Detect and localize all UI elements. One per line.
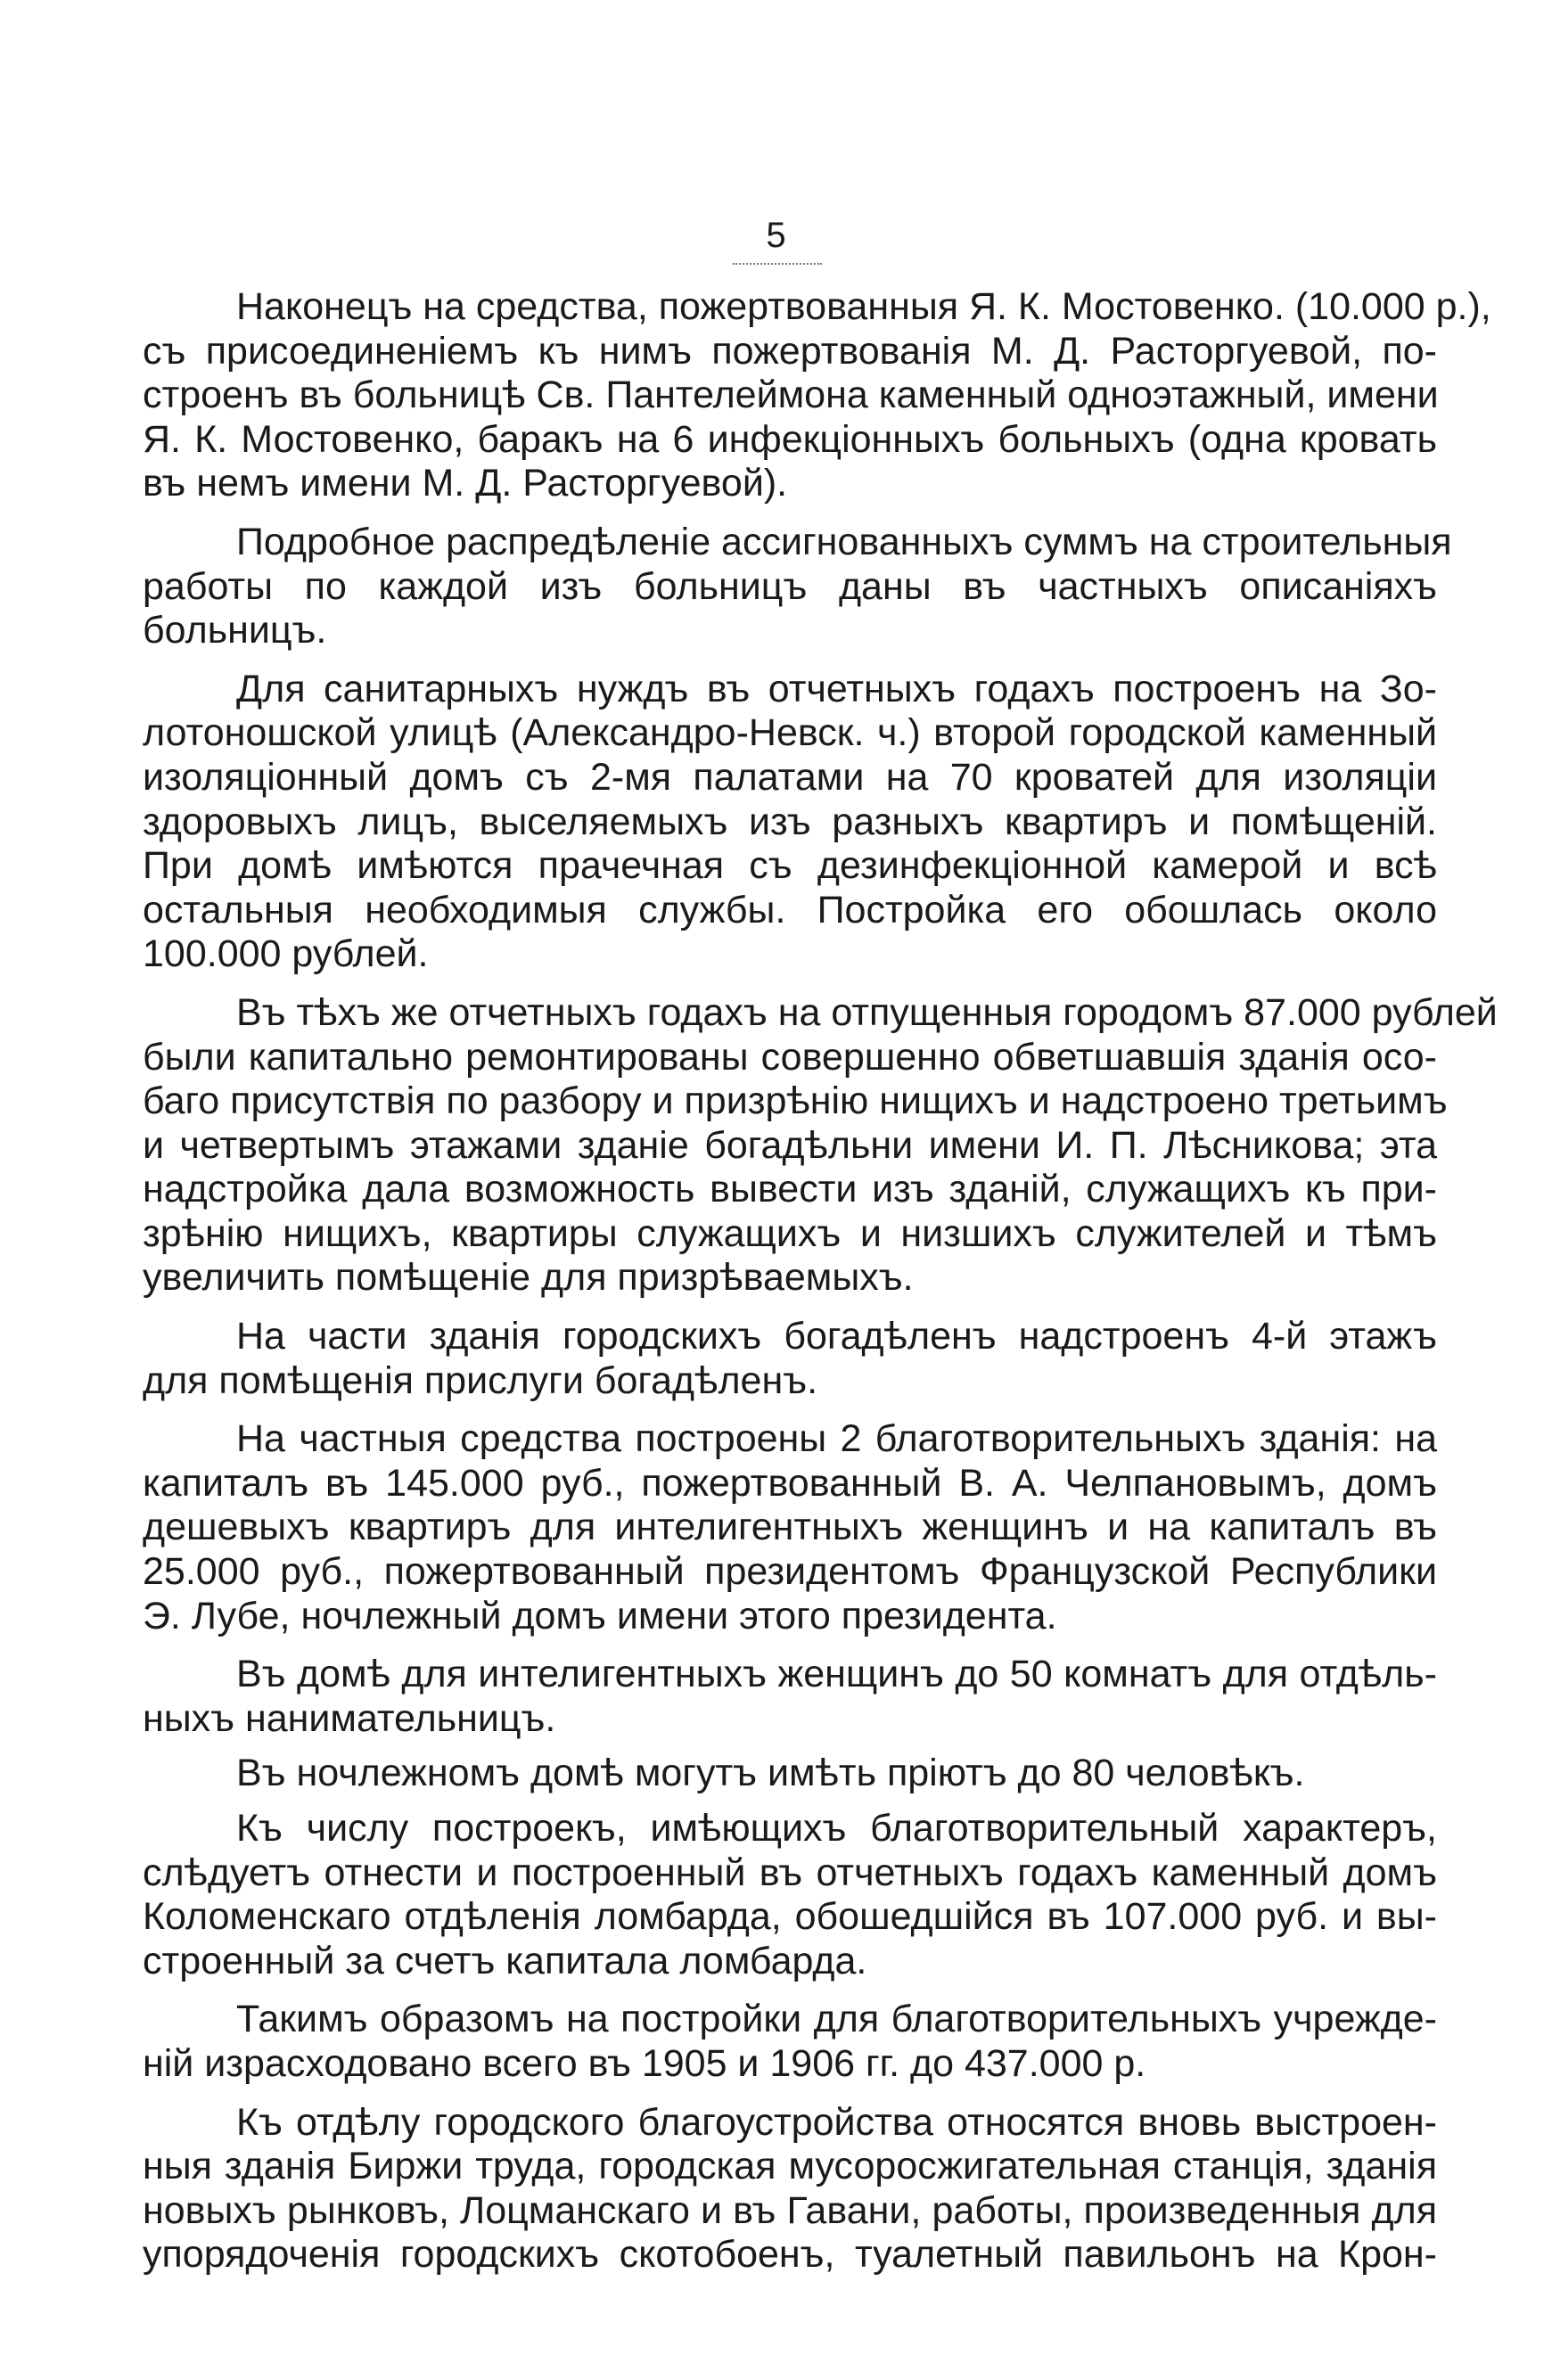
text-line: 25.000 руб., пожертвованный президентомъ Французской Республики — [143, 1550, 1437, 1594]
paragraph — [143, 1752, 1437, 1796]
text-line: строенный за счетъ капитала ломбарда. — [143, 1939, 867, 1982]
text-line: При домѣ имѣются прачечная съ дезинфекціонной камерой и всѣ — [143, 844, 1437, 888]
text-line: ныя зданія Биржи труда, городская мусоросжигательная станція, зданія — [143, 2145, 1437, 2188]
text-line: На части зданія городскихъ богадѣленъ надстроенъ 4-й этажъ — [236, 1315, 1437, 1358]
text-line: упорядоченія городскихъ скотобоенъ, туалетный павильонъ на Крон- — [143, 2233, 1437, 2277]
text-line: Въ тѣхъ же отчетныхъ годахъ на отпущенныя городомъ 87.000 рублей — [236, 990, 1498, 1034]
paragraph — [143, 1807, 1437, 1983]
text-line: Подробное распредѣленіе ассигнованныхъ суммъ на строительныя — [236, 520, 1452, 563]
text-line: Я. К. Мостовенко, баракъ на 6 инфекціонныхъ больныхъ (одна кровать — [143, 417, 1437, 461]
text-line: съ присоединеніемъ къ нимъ пожертвованія М. Д. Расторгуевой, по- — [143, 329, 1437, 373]
text-line: надстройка дала возможность вывести изъ зданій, служащихъ къ при- — [143, 1168, 1437, 1211]
text-line: Въ ночлежномъ домѣ могутъ имѣть пріютъ до 80 человѣкъ. — [236, 1752, 1305, 1795]
paragraph — [143, 2101, 1437, 2277]
text-line: Такимъ образомъ на постройки для благотворительныхъ учрежде- — [236, 1998, 1437, 2041]
text-line: На частныя средства построены 2 благотворительныхъ зданія: на — [236, 1417, 1437, 1461]
text-line: для помѣщенія прислуги богадѣленъ. — [143, 1358, 818, 1402]
page-number-rule — [733, 263, 822, 265]
text-line: Коломенскаго отдѣленія ломбарда, обошедшійся въ 107.000 руб. и вы- — [143, 1895, 1437, 1939]
page-number: 5 — [766, 216, 786, 255]
text-line: капиталъ въ 145.000 руб., пожертвованный В. А. Челпановымъ, домъ — [143, 1461, 1437, 1505]
paragraph — [143, 1998, 1437, 2086]
text-line: Къ отдѣлу городского благоустройства относятся вновь выстроен- — [236, 2100, 1437, 2144]
text-line: баго присутствія по разбору и призрѣнію нищихъ и надстроено третьимъ — [143, 1079, 1448, 1123]
paragraph — [143, 990, 1498, 1301]
text-line: Наконецъ на средства, пожертвованныя Я. К. Мостовенко. (10.000 р.), — [236, 285, 1491, 328]
text-line: ныхъ нанимательницъ. — [143, 1696, 556, 1740]
paragraph — [143, 1417, 1437, 1638]
text-line: Для санитарныхъ нуждъ въ отчетныхъ годахъ построенъ на Зо- — [236, 667, 1437, 710]
text-line: зрѣнію нищихъ, квартиры служащихъ и низшихъ служителей и тѣмъ — [143, 1211, 1437, 1255]
paragraph — [143, 285, 1491, 506]
body-text — [143, 285, 1498, 2277]
text-line: Въ домѣ для интелигентныхъ женщинъ до 50 комнатъ для отдѣль- — [236, 1653, 1437, 1696]
text-line: и четвертымъ этажами зданіе богадѣльни имени И. П. Лѣсникова; эта — [143, 1123, 1437, 1167]
text-line: лотоношской улицѣ (Александро-Невск. ч.) второй городской каменный — [143, 711, 1437, 755]
text-line: увеличить помѣщеніе для призрѣваемыхъ. — [143, 1256, 914, 1300]
text-line: строенъ въ больницѣ Св. Пантелеймона каменный одноэтажный, имени — [143, 373, 1439, 417]
text-line: ній израсходовано всего въ 1905 и 1906 гг. до 437.000 р. — [143, 2041, 1146, 2085]
text-line: остальныя необходимыя службы. Постройка его обошлась около — [143, 888, 1437, 931]
text-line: въ немъ имени М. Д. Расторгуевой). — [143, 462, 788, 505]
text-line: Э. Лубе, ночлежный домъ имени этого президента. — [143, 1594, 1057, 1637]
text-line: были капитально ремонтированы совершенно обветшавшія зданія осо- — [143, 1035, 1437, 1079]
text-line: 100.000 рублей. — [143, 932, 429, 976]
text-line: изоляціонный домъ съ 2-мя палатами на 70 кроватей для изоляціи — [143, 755, 1437, 799]
paragraph — [143, 1653, 1437, 1741]
text-line: здоровыхъ лицъ, выселяемыхъ изъ разныхъ квартиръ и помѣщеній. — [143, 800, 1437, 843]
paragraph — [143, 668, 1437, 977]
text-line: Къ числу построекъ, имѣющихъ благотворительный характеръ, — [236, 1807, 1437, 1850]
paragraph — [143, 1315, 1437, 1403]
paragraph — [143, 520, 1452, 653]
text-line: дешевыхъ квартиръ для интелигентныхъ женщинъ и на капиталъ въ — [143, 1506, 1437, 1549]
text-line: работы по каждой изъ больницъ даны въ частныхъ описаніяхъ — [143, 564, 1437, 608]
text-line: больницъ. — [143, 609, 327, 652]
text-line: новыхъ рынковъ, Лоцманскаго и въ Гавани, работы, произведенныя для — [143, 2188, 1437, 2232]
text-line: слѣдуетъ отнести и построенный въ отчетныхъ годахъ каменный домъ — [143, 1851, 1437, 1894]
